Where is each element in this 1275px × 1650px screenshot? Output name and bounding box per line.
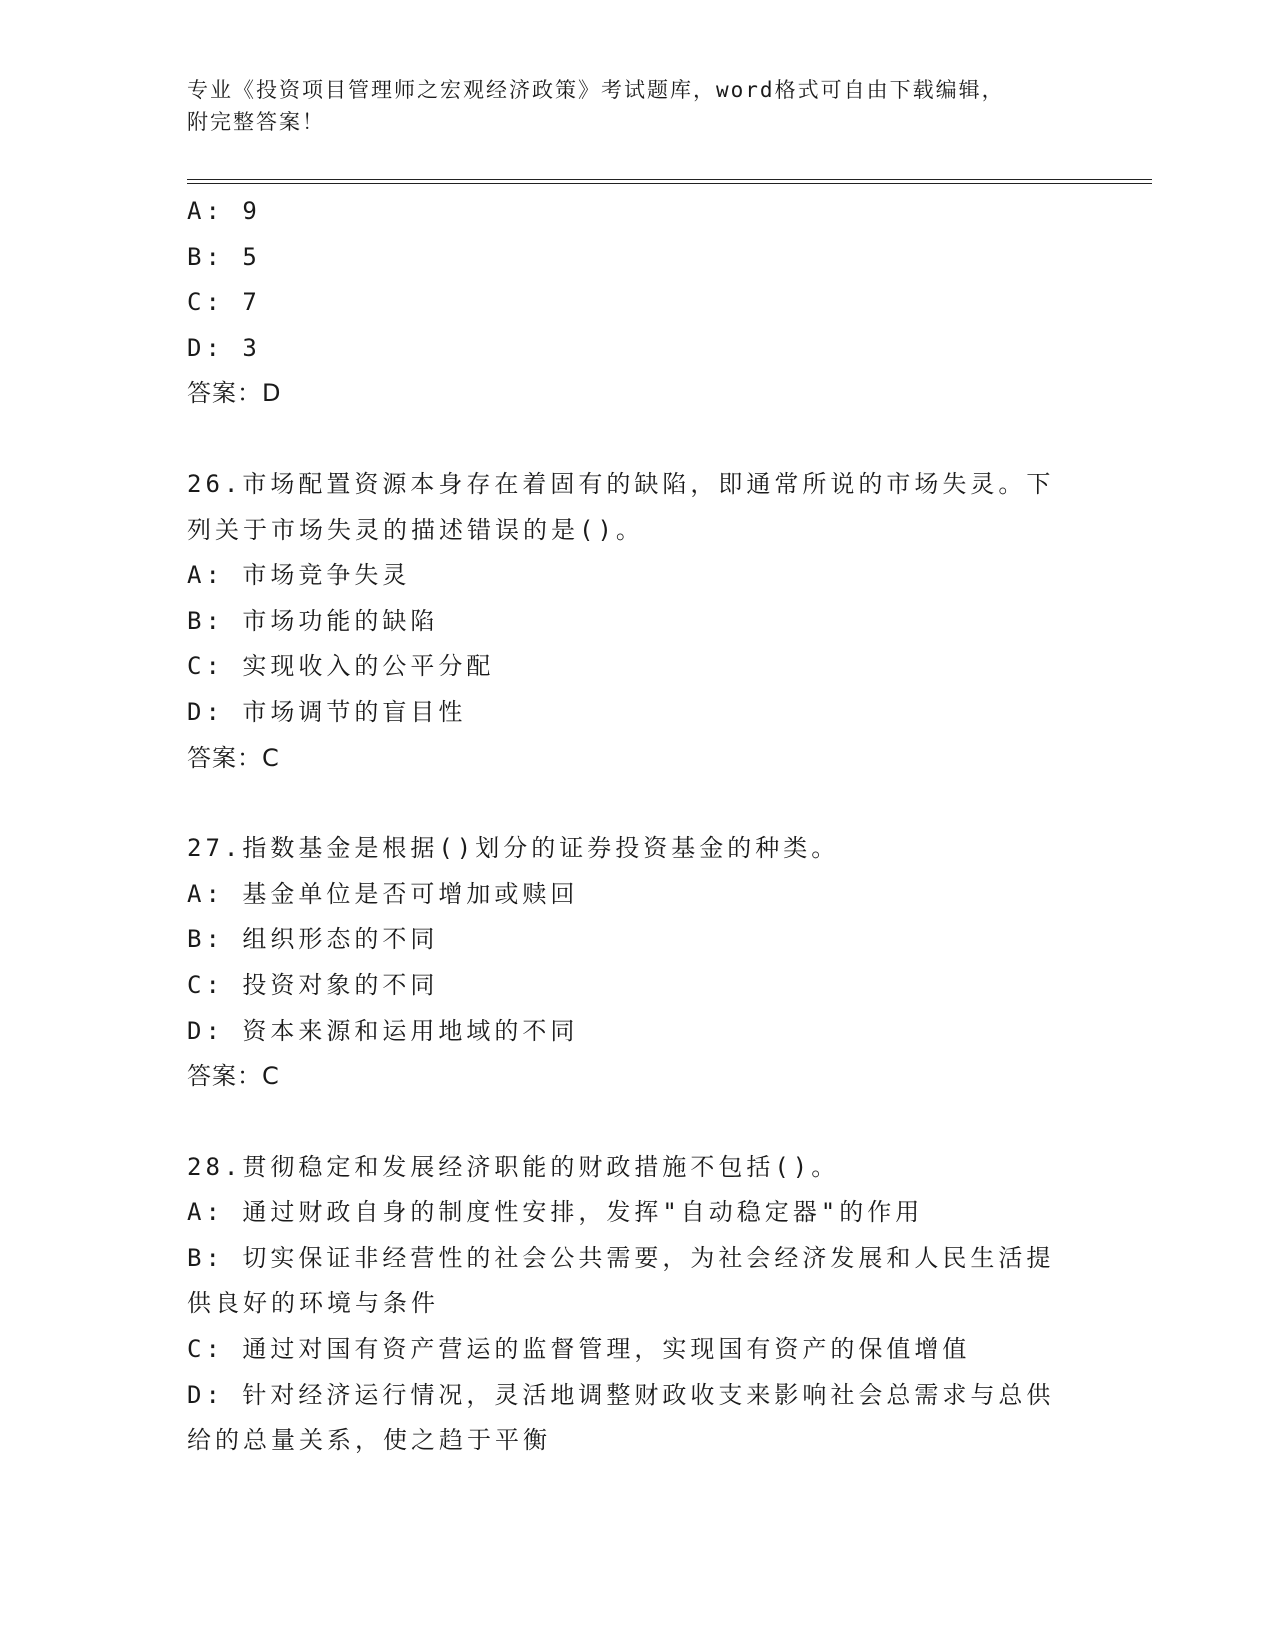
question-spacer (187, 781, 1087, 826)
option-a: A: 基金单位是否可增加或赎回 (187, 879, 579, 908)
option-c: C: 通过对国有资产营运的监督管理，实现国有资产的保值增值 (187, 1335, 971, 1364)
option-c: C: 7 (187, 288, 261, 317)
option-d: D: 3 (187, 333, 261, 362)
option-b: B: 5 (187, 242, 261, 271)
question-stem: 28.贯彻稳定和发展经济职能的财政措施不包括()。 (187, 1152, 840, 1181)
option-d-continued: 给的总量关系，使之趋于平衡 (187, 1426, 551, 1455)
option-d: D: 市场调节的盲目性 (187, 697, 467, 726)
answer-line: 答案：D (187, 379, 282, 408)
header-line-2: 附完整答案！ (187, 110, 325, 134)
header-line-1: 专业《投资项目管理师之宏观经济政策》考试题库，word格式可自由下载编辑， (187, 78, 1005, 102)
option-c: C: 投资对象的不同 (187, 970, 439, 999)
option-c: C: 实现收入的公平分配 (187, 652, 495, 681)
question-stem: 列关于市场失灵的描述错误的是()。 (187, 515, 644, 544)
question-25 (187, 189, 1087, 417)
option-a: A: 市场竞争失灵 (187, 561, 411, 590)
option-b: B: 市场功能的缺陷 (187, 606, 439, 635)
question-28 (187, 1145, 1087, 1464)
header-divider-top (187, 179, 1152, 180)
question-spacer (187, 417, 1087, 462)
option-b-continued: 供良好的环境与条件 (187, 1289, 439, 1318)
question-stem: 26.市场配置资源本身存在着固有的缺陷，即通常所说的市场失灵。下 (187, 469, 1055, 498)
document-header (187, 74, 1087, 138)
option-d: D: 针对经济运行情况，灵活地调整财政收支来影响社会总需求与总供 (187, 1380, 1055, 1409)
question-27 (187, 826, 1087, 1100)
question-stem: 27.指数基金是根据()划分的证券投资基金的种类。 (187, 834, 840, 863)
option-b: B: 切实保证非经营性的社会公共需要，为社会经济发展和人民生活提 (187, 1243, 1055, 1272)
option-a: A: 通过财政自身的制度性安排，发挥"自动稳定器"的作用 (187, 1198, 924, 1227)
option-a: A: 9 (187, 197, 261, 225)
question-26 (187, 462, 1087, 781)
answer-line: 答案：C (187, 743, 280, 772)
header-divider-bottom (187, 183, 1152, 184)
question-spacer (187, 1100, 1087, 1145)
option-b: B: 组织形态的不同 (187, 925, 439, 954)
answer-line: 答案：C (187, 1062, 280, 1091)
question-list (187, 189, 1087, 1464)
option-d: D: 资本来源和运用地域的不同 (187, 1016, 579, 1045)
